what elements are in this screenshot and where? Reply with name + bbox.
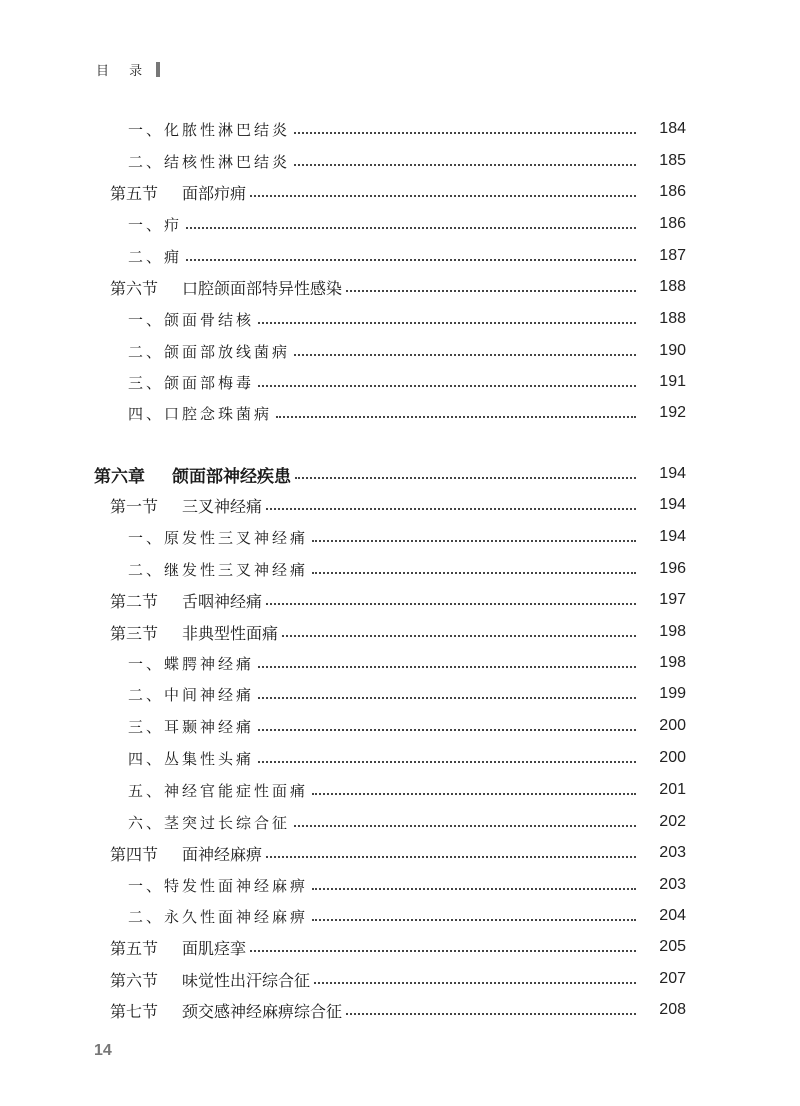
toc-entry-page: 186 <box>659 215 686 232</box>
dot-leader <box>266 855 636 858</box>
toc-entry-label <box>110 999 342 1022</box>
toc-entry-number: 第四节 <box>110 844 159 864</box>
toc-entry-page: 188 <box>659 310 686 327</box>
toc-entry-label <box>128 684 254 705</box>
toc-entry-title: 二、痈 <box>128 247 183 266</box>
toc-entry-page: 187 <box>659 247 686 264</box>
dot-leader <box>314 981 636 984</box>
toc-entry <box>0 149 800 173</box>
toc-entry-title: 六、茎突过长综合征 <box>128 813 291 832</box>
toc-entry-label <box>110 276 342 299</box>
toc-entry-page: 208 <box>659 1001 686 1018</box>
toc-entry <box>0 339 800 363</box>
dot-leader <box>186 226 636 229</box>
toc-entry-page: 194 <box>659 496 686 513</box>
dot-leader <box>250 194 636 197</box>
toc-entry <box>0 620 800 644</box>
running-header <box>96 60 160 79</box>
toc-entry-title: 一、特发性面神经麻痹 <box>128 876 309 895</box>
toc-entry <box>0 682 800 706</box>
toc-entry-page: 198 <box>659 623 686 640</box>
toc-entry <box>0 778 800 802</box>
toc-entry-page: 194 <box>659 528 686 545</box>
toc-entry-page: 203 <box>659 876 686 893</box>
toc-entry-label <box>128 780 308 801</box>
toc-entry-page: 188 <box>659 278 686 295</box>
dot-leader <box>258 696 636 699</box>
toc-entry-title: 二、结核性淋巴结炎 <box>128 152 291 171</box>
dot-leader <box>294 824 636 827</box>
toc-entry-page: 207 <box>659 970 686 987</box>
toc-entry-label <box>110 936 246 959</box>
toc-entry-title: 舌咽神经痛 <box>182 591 263 611</box>
toc-entry-number: 第七节 <box>110 1001 159 1021</box>
toc-entry-page: 203 <box>659 844 686 861</box>
toc-entry <box>0 810 800 834</box>
toc-entry-number: 第五节 <box>110 938 159 958</box>
toc-entry-label <box>110 968 310 991</box>
toc-entry-label <box>128 151 290 172</box>
toc-entry-label <box>110 181 246 204</box>
toc-entry-label <box>128 812 290 833</box>
toc-entry-label <box>128 875 308 896</box>
toc-entry <box>0 967 800 991</box>
dot-leader <box>312 571 636 574</box>
toc-entry <box>0 841 800 865</box>
toc-entry-number: 第六节 <box>110 278 159 298</box>
toc-entry <box>0 462 800 486</box>
toc-entry-number: 第六节 <box>110 970 159 990</box>
toc-entry-page: 200 <box>659 717 686 734</box>
dot-leader <box>312 792 636 795</box>
dot-leader <box>295 476 636 479</box>
toc-entry-page: 201 <box>659 781 686 798</box>
dot-leader <box>312 887 636 890</box>
toc-entry <box>0 873 800 897</box>
toc-entry-label <box>128 906 308 927</box>
toc-entry-page: 200 <box>659 749 686 766</box>
dot-leader <box>282 634 636 637</box>
toc-entry-title: 四、丛集性头痛 <box>128 749 255 768</box>
dot-leader <box>258 321 636 324</box>
header-title: 目 录 <box>96 64 151 79</box>
toc-entry-number: 第二节 <box>110 591 159 611</box>
toc-entry-page: 197 <box>659 591 686 608</box>
toc-entry-title: 一、蝶腭神经痛 <box>128 654 255 673</box>
toc-entry <box>0 557 800 581</box>
toc-entry <box>0 588 800 612</box>
toc-entry-title: 面肌痉挛 <box>182 938 247 958</box>
toc-entry-label <box>128 403 272 424</box>
toc-entry-page: 202 <box>659 813 686 830</box>
toc-entry-label <box>110 621 278 644</box>
toc-entry-page: 199 <box>659 685 686 702</box>
toc-entry <box>0 746 800 770</box>
toc-entry-label <box>128 716 254 737</box>
toc-entry <box>0 904 800 928</box>
dot-leader <box>258 665 636 668</box>
dot-leader <box>258 384 636 387</box>
toc-entry-page: 194 <box>659 465 686 482</box>
dot-leader <box>258 728 636 731</box>
toc-entry <box>0 998 800 1022</box>
toc-entry-title: 一、化脓性淋巴结炎 <box>128 120 291 139</box>
toc-entry-number: 第六章 <box>94 466 145 487</box>
toc-entry-title: 四、口腔念珠菌病 <box>128 404 273 423</box>
toc-entry-label <box>128 214 182 235</box>
toc-entry-title: 一、原发性三叉神经痛 <box>128 528 309 547</box>
toc-entry-title: 颈交感神经麻痹综合征 <box>182 1001 343 1021</box>
toc-entry-number: 第三节 <box>110 623 159 643</box>
toc-entry <box>0 275 800 299</box>
toc-entry-label <box>128 246 182 267</box>
toc-entry-title: 颌面部神经疾患 <box>172 466 291 487</box>
toc-entry-label <box>110 494 262 517</box>
toc-entry <box>0 212 800 236</box>
dot-leader <box>258 760 636 763</box>
toc-entry-page: 198 <box>659 654 686 671</box>
dot-leader <box>266 602 636 605</box>
toc-entry-label <box>128 309 254 330</box>
toc-entry-page: 190 <box>659 342 686 359</box>
toc-entry <box>0 180 800 204</box>
toc-entry-title: 二、中间神经痛 <box>128 685 255 704</box>
toc-entry <box>0 525 800 549</box>
toc-entry-label <box>128 653 254 674</box>
toc-entry-label <box>110 589 262 612</box>
dot-leader <box>312 918 636 921</box>
dot-leader <box>346 1012 636 1015</box>
dot-leader <box>250 949 636 952</box>
toc-entry <box>0 714 800 738</box>
toc-entry-label <box>128 119 290 140</box>
toc-entry-label <box>94 462 291 487</box>
toc-entry-page: 196 <box>659 560 686 577</box>
toc-entry <box>0 935 800 959</box>
toc-entry <box>0 244 800 268</box>
page-number: 14 <box>94 1042 112 1059</box>
toc-entry-label <box>128 527 308 548</box>
toc-entry-title: 二、继发性三叉神经痛 <box>128 560 309 579</box>
toc-entry-label <box>128 559 308 580</box>
dot-leader <box>294 131 636 134</box>
toc-entry-label <box>110 842 262 865</box>
toc-entry-title: 三、耳颞神经痛 <box>128 717 255 736</box>
toc-entry-page: 205 <box>659 938 686 955</box>
toc-entry <box>0 307 800 331</box>
dot-leader <box>346 289 636 292</box>
toc-entry-page: 184 <box>659 120 686 137</box>
toc-entry <box>0 117 800 141</box>
toc-entry-label <box>128 748 254 769</box>
dot-leader <box>186 258 636 261</box>
toc-entry-title: 二、永久性面神经麻痹 <box>128 907 309 926</box>
toc-entry <box>0 651 800 675</box>
toc-entry-title: 三、颌面部梅毒 <box>128 373 255 392</box>
toc-entry-page: 186 <box>659 183 686 200</box>
dot-leader <box>276 415 636 418</box>
dot-leader <box>312 539 636 542</box>
header-bar <box>156 62 160 77</box>
toc-entry-title: 一、疖 <box>128 215 183 234</box>
dot-leader <box>266 507 636 510</box>
toc-entry <box>0 370 800 394</box>
toc-entry-title: 三叉神经痛 <box>182 496 263 516</box>
dot-leader <box>294 163 636 166</box>
toc-entry-title: 非典型性面痛 <box>182 623 279 643</box>
toc-entry-number: 第五节 <box>110 183 159 203</box>
toc-entry-title: 五、神经官能症性面痛 <box>128 781 309 800</box>
toc-entry-label <box>128 372 254 393</box>
toc-entry-page: 204 <box>659 907 686 924</box>
toc-entry-title: 一、颌面骨结核 <box>128 310 255 329</box>
toc-entry-number: 第一节 <box>110 496 159 516</box>
toc-entry-page: 185 <box>659 152 686 169</box>
dot-leader <box>294 353 636 356</box>
toc-entry-title: 面部疖痈 <box>182 183 247 203</box>
toc-entry-page: 192 <box>659 404 686 421</box>
toc-entry <box>0 493 800 517</box>
toc-entry-title: 味觉性出汗综合征 <box>182 970 311 990</box>
toc-entry <box>0 401 800 425</box>
toc-entry-title: 二、颌面部放线菌病 <box>128 342 291 361</box>
toc-entry-title: 面神经麻痹 <box>182 844 263 864</box>
toc-entry-page: 191 <box>659 373 686 390</box>
toc-entry-title: 口腔颌面部特异性感染 <box>182 278 343 298</box>
toc-entry-label <box>128 341 290 362</box>
